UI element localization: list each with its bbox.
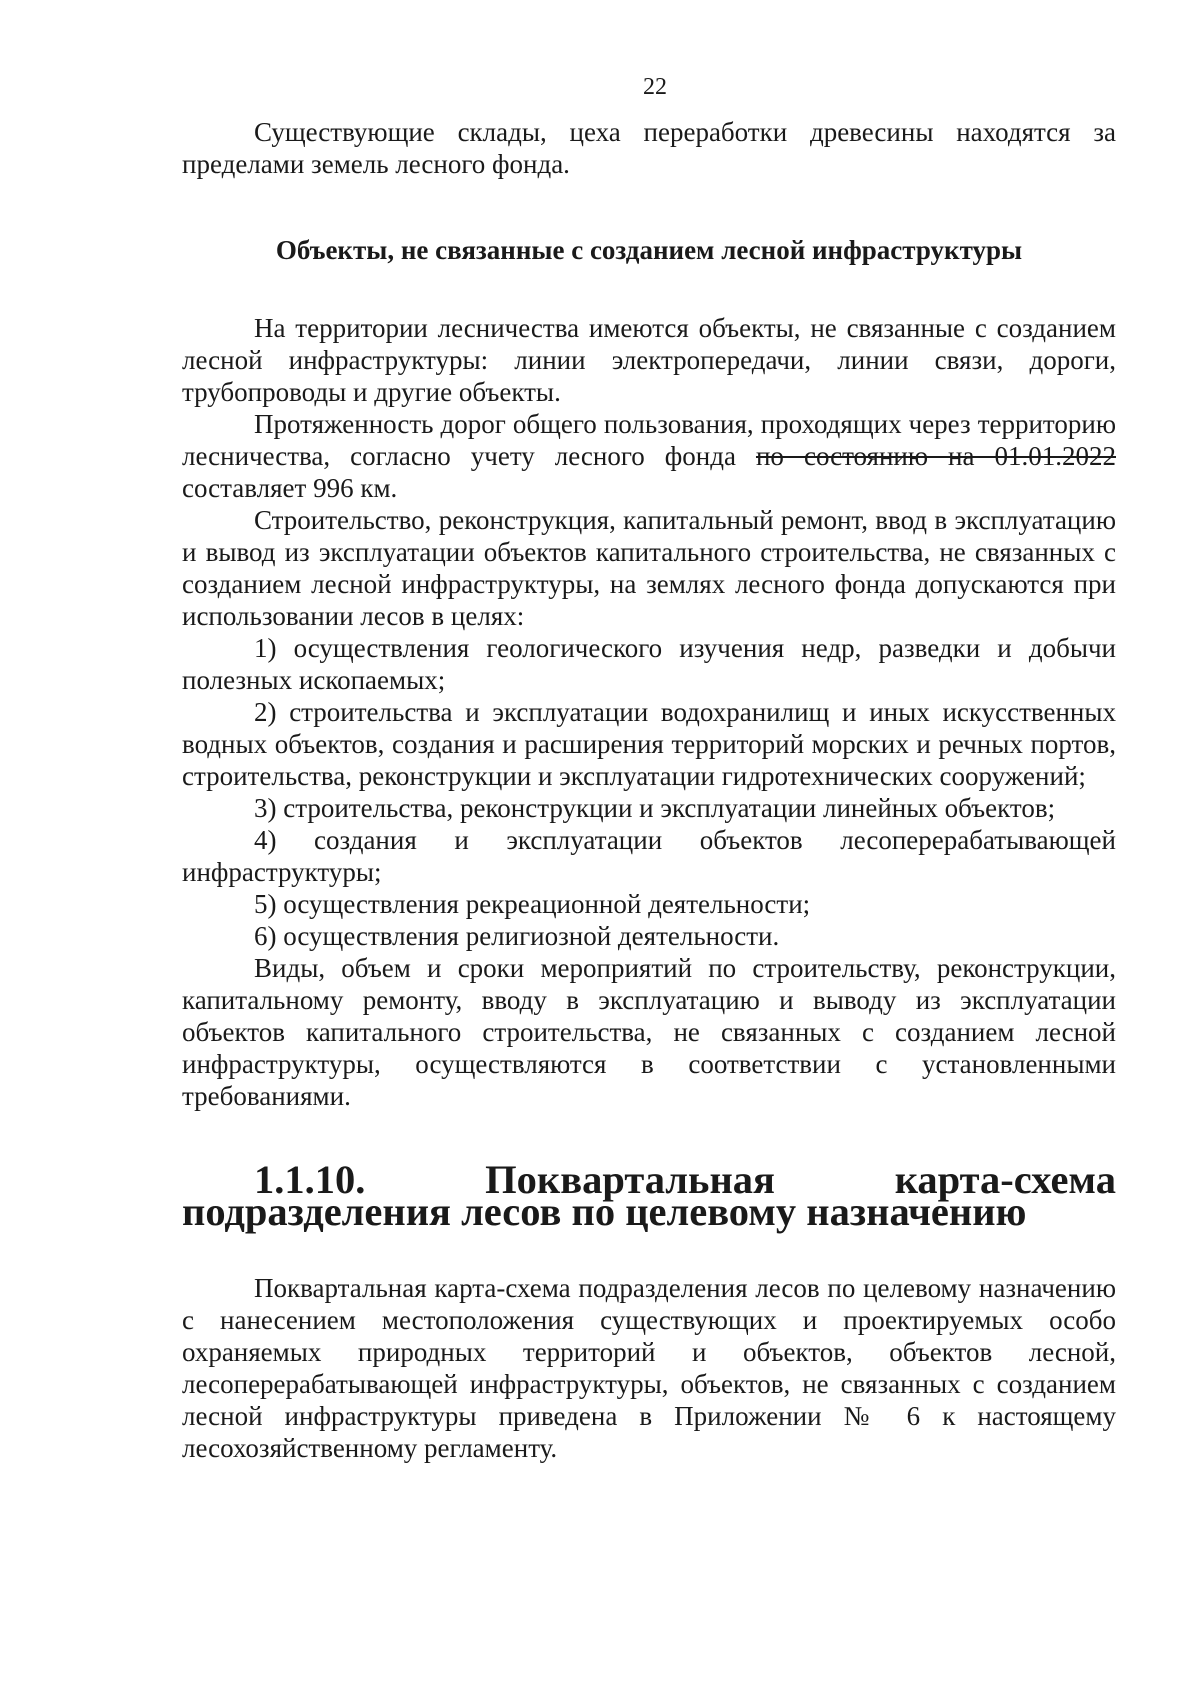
paragraph-objects: На территории лесничества имеются объекты, не связанные с созданием лесной инфраструктуры: линии электропередачи, линии связи, дороги, трубопроводы и другие объекты. [182, 313, 1116, 407]
list-item: 4) создания и эксплуатации объектов лесоперерабатывающей инфраструктуры; [182, 825, 1116, 887]
paragraph-construction: Строительство, реконструкция, капитальный ремонт, ввод в эксплуатацию и вывод из эксплуатации объектов капитального строительства, не связанных с созданием лесной инфраструктуры, на землях лесного фонда допускаются при использовании лесов в целях: [182, 505, 1116, 631]
roads-text-after: составляет 996 км. [182, 473, 398, 503]
list-item: 6) осуществления религиозной деятельности. [254, 921, 780, 951]
list-item: 3) строительства, реконструкции и эксплуатации линейных объектов; [254, 793, 1056, 823]
paragraph-warehouses: Существующие склады, цеха переработки древесины находятся за пределами земель лесного фонда. [182, 117, 1116, 179]
roads-text-before: Протяженность дорог общего пользования, проходящих через территорию лесничества, согласно учету лесного фонда [182, 409, 1116, 471]
page-number: 22 [643, 74, 667, 100]
paragraph-map-scheme: Поквартальная карта-схема подразделения лесов по целевому назначению с нанесением местоположения существующих и проектируемых особо охраняемых природных территорий и объектов, объектов лесной, лесоперерабатывающей инфраструктуры, объектов, не связанных с созданием лесной инфраструктуры приведена в Приложении № 6 к настоящему лесохозяйственному регламенту. [182, 1273, 1116, 1463]
struck-text: по состоянию на 01.01.2022 [755, 441, 1116, 471]
section-heading-non-infrastructure: Объекты, не связанные с созданием лесной инфраструктуры [275, 235, 1023, 265]
page-content [182, 116, 1116, 1464]
list-item: 5) осуществления рекреационной деятельности; [254, 889, 811, 919]
paragraph-roads [182, 408, 1116, 504]
paragraph-requirements: Виды, объем и сроки мероприятий по строительству, реконструкции, капитальному ремонту, вводу в эксплуатацию и выводу из эксплуатации объектов капитального строительства, не связанных с созданием лесной инфраструктуры, осуществляются в соответствии с установленными требованиями. [182, 953, 1116, 1111]
list-item: 2) строительства и эксплуатации водохранилищ и иных искусственных водных объектов, создания и расширения территорий морских и речных портов, строительства, реконструкции и эксплуатации гидротехнических сооружений; [182, 697, 1116, 791]
section-heading-1-1-10: 1.1.10. Поквартальная карта-схема подразделения лесов по целевому назначению [182, 1157, 1116, 1234]
list-item: 1) осуществления геологического изучения недр, разведки и добычи полезных ископаемых; [182, 633, 1116, 695]
